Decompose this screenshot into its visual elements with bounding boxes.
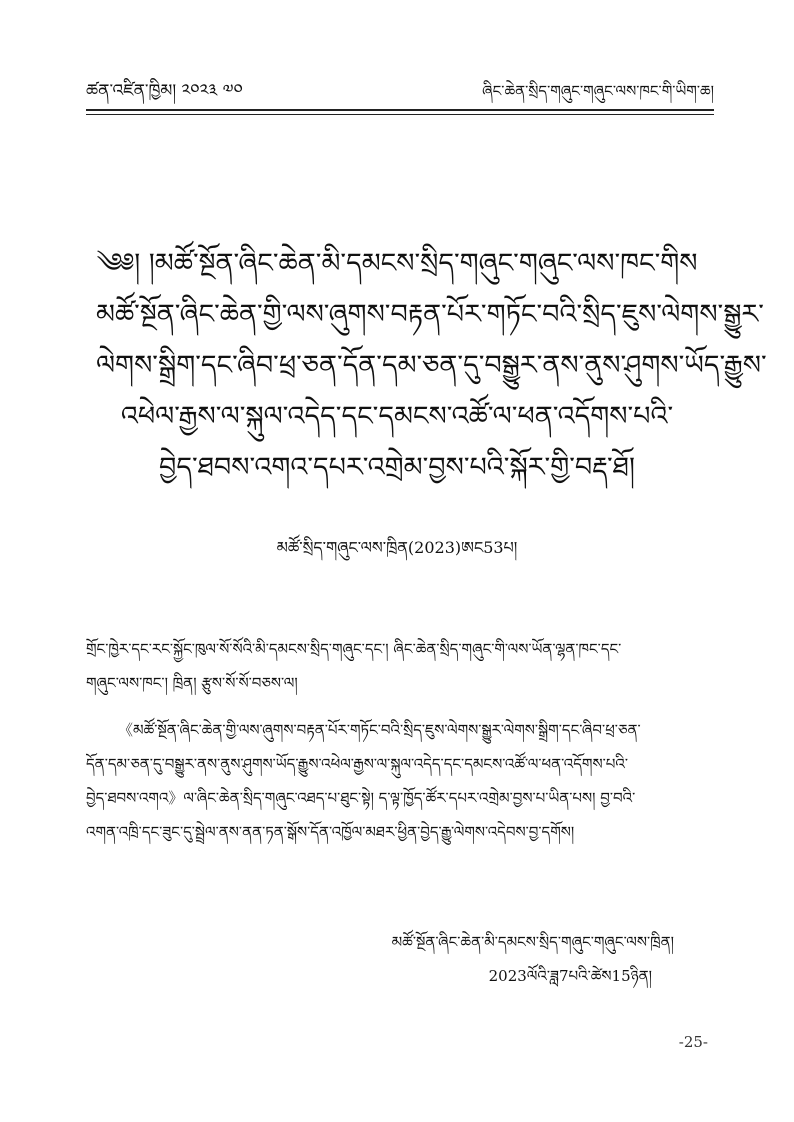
notice-paragraph	[86, 713, 714, 849]
header-rule-thin	[86, 114, 714, 115]
body-line: བྱེད་ཐབས་འགའ》ལ་ཞིང་ཆེན་སྲིད་གཞུང་འཐད་པ་ཐུང་སྟེ། ད་ལྟ་ཁྱོད་ཚོར་དཔར་འགྲེམ་བྱས་པ་ཡིན་པས། བྱ་བའི་	[86, 789, 636, 807]
header-rule-thick	[86, 109, 714, 111]
page-number: -25-	[678, 1033, 708, 1051]
document-number: མཚོ་སྲིད་གཞུང་ལས་ཁྲིན(2023)ཨང53པ།	[276, 538, 518, 557]
document-title	[96, 238, 767, 493]
journal-name: ཚན་འཛིན་ཁྱིམ། ༢༠༢༣ ༧༠	[86, 81, 243, 101]
body-line: དོན་དམ་ཅན་དུ་བསྒྱུར་ནས་ནུས་ཤུགས་ཡོད་རྒྱུས་འཕེལ་རྒྱས་ལ་སྐུལ་འདེད་དང་དམངས་འཚོ་ལ་ཕན་འདོགས་པའི་	[86, 755, 628, 773]
recipients-paragraph	[86, 632, 714, 700]
body-line: གཞུང་ལས་ཁང་། ཁྲིན། རྩུས་སོ་སོ་བཅས་ལ།	[86, 674, 298, 692]
signature-block	[392, 925, 674, 993]
title-line: བྱེད་ཐབས་འགའ་དཔར་འགྲེམ་བྱས་པའི་སྐོར་གྱི་བརྡ་ཐོ།	[159, 452, 635, 483]
running-header	[86, 78, 714, 104]
title-line: མཚོ་སྔོན་ཞིང་ཆེན་གྱི་ལས་ཞུགས་བརྟན་པོར་གཏོང་བའི་སྲིད་ཇུས་ལེགས་སྒྱུར་	[96, 299, 764, 330]
title-line: ༄༅། །མཚོ་སྔོན་ཞིང་ཆེན་མི་དམངས་སྲིད་གཞུང་གཞུང་ལས་ཁང་གིས	[96, 248, 698, 279]
issue-date: 2023ལོའི་ཟླ7པའི་ཚེས15ཉིན།	[488, 967, 652, 985]
section-name: ཞིང་ཆེན་སྲིད་གཞུང་གཞུང་ལས་ཁང་གི་ཡིག་ཆ།	[482, 82, 714, 100]
issuing-office: མཚོ་སྔོན་ཞིང་ཆེན་མི་དམངས་སྲིད་གཞུང་གཞུང་ལས་ཁྲིན།	[391, 933, 674, 951]
title-line: ལེགས་སྒྲིག་དང་ཞིབ་ཕྲ་ཅན་དོན་དམ་ཅན་དུ་བསྒྱུར་ནས་ནུས་ཤུགས་ཡོད་རྒྱུས་	[96, 350, 767, 381]
body-line: གྲོང་ཁྱེར་དང་རང་སྐྱོང་ཁུལ་སོ་སོའི་མི་དམངས་སྲིད་གཞུང་དང་། ཞིང་ཆེན་སྲིད་གཞུང་གི་ལས་ཡོན་ལྷན་ཁང་དང་	[86, 640, 622, 658]
title-line: འཕེལ་རྒྱས་ལ་སྐུལ་འདེད་དང་དམངས་འཚོ་ལ་ཕན་འདོགས་པའི་	[120, 401, 674, 432]
body-line: 《མཚོ་སྔོན་ཞིང་ཆེན་གྱི་ལས་ཞུགས་བརྟན་པོར་གཏོང་བའི་སྲིད་ཇུས་ལེགས་སྒྱུར་ལེགས་སྒྲིག་དང་ཞིབ་ཕྲ་ཅན་	[118, 721, 641, 739]
body-line: འགན་འཁྲི་དང་ཟུང་དུ་སྦྲེལ་ནས་ནན་ཏན་སྒོས་དོན་འཁྱོལ་མཐར་ཕྱིན་བྱེད་རྒྱུ་ལེགས་འདེབས་བྱ་དགོས།	[86, 823, 575, 841]
